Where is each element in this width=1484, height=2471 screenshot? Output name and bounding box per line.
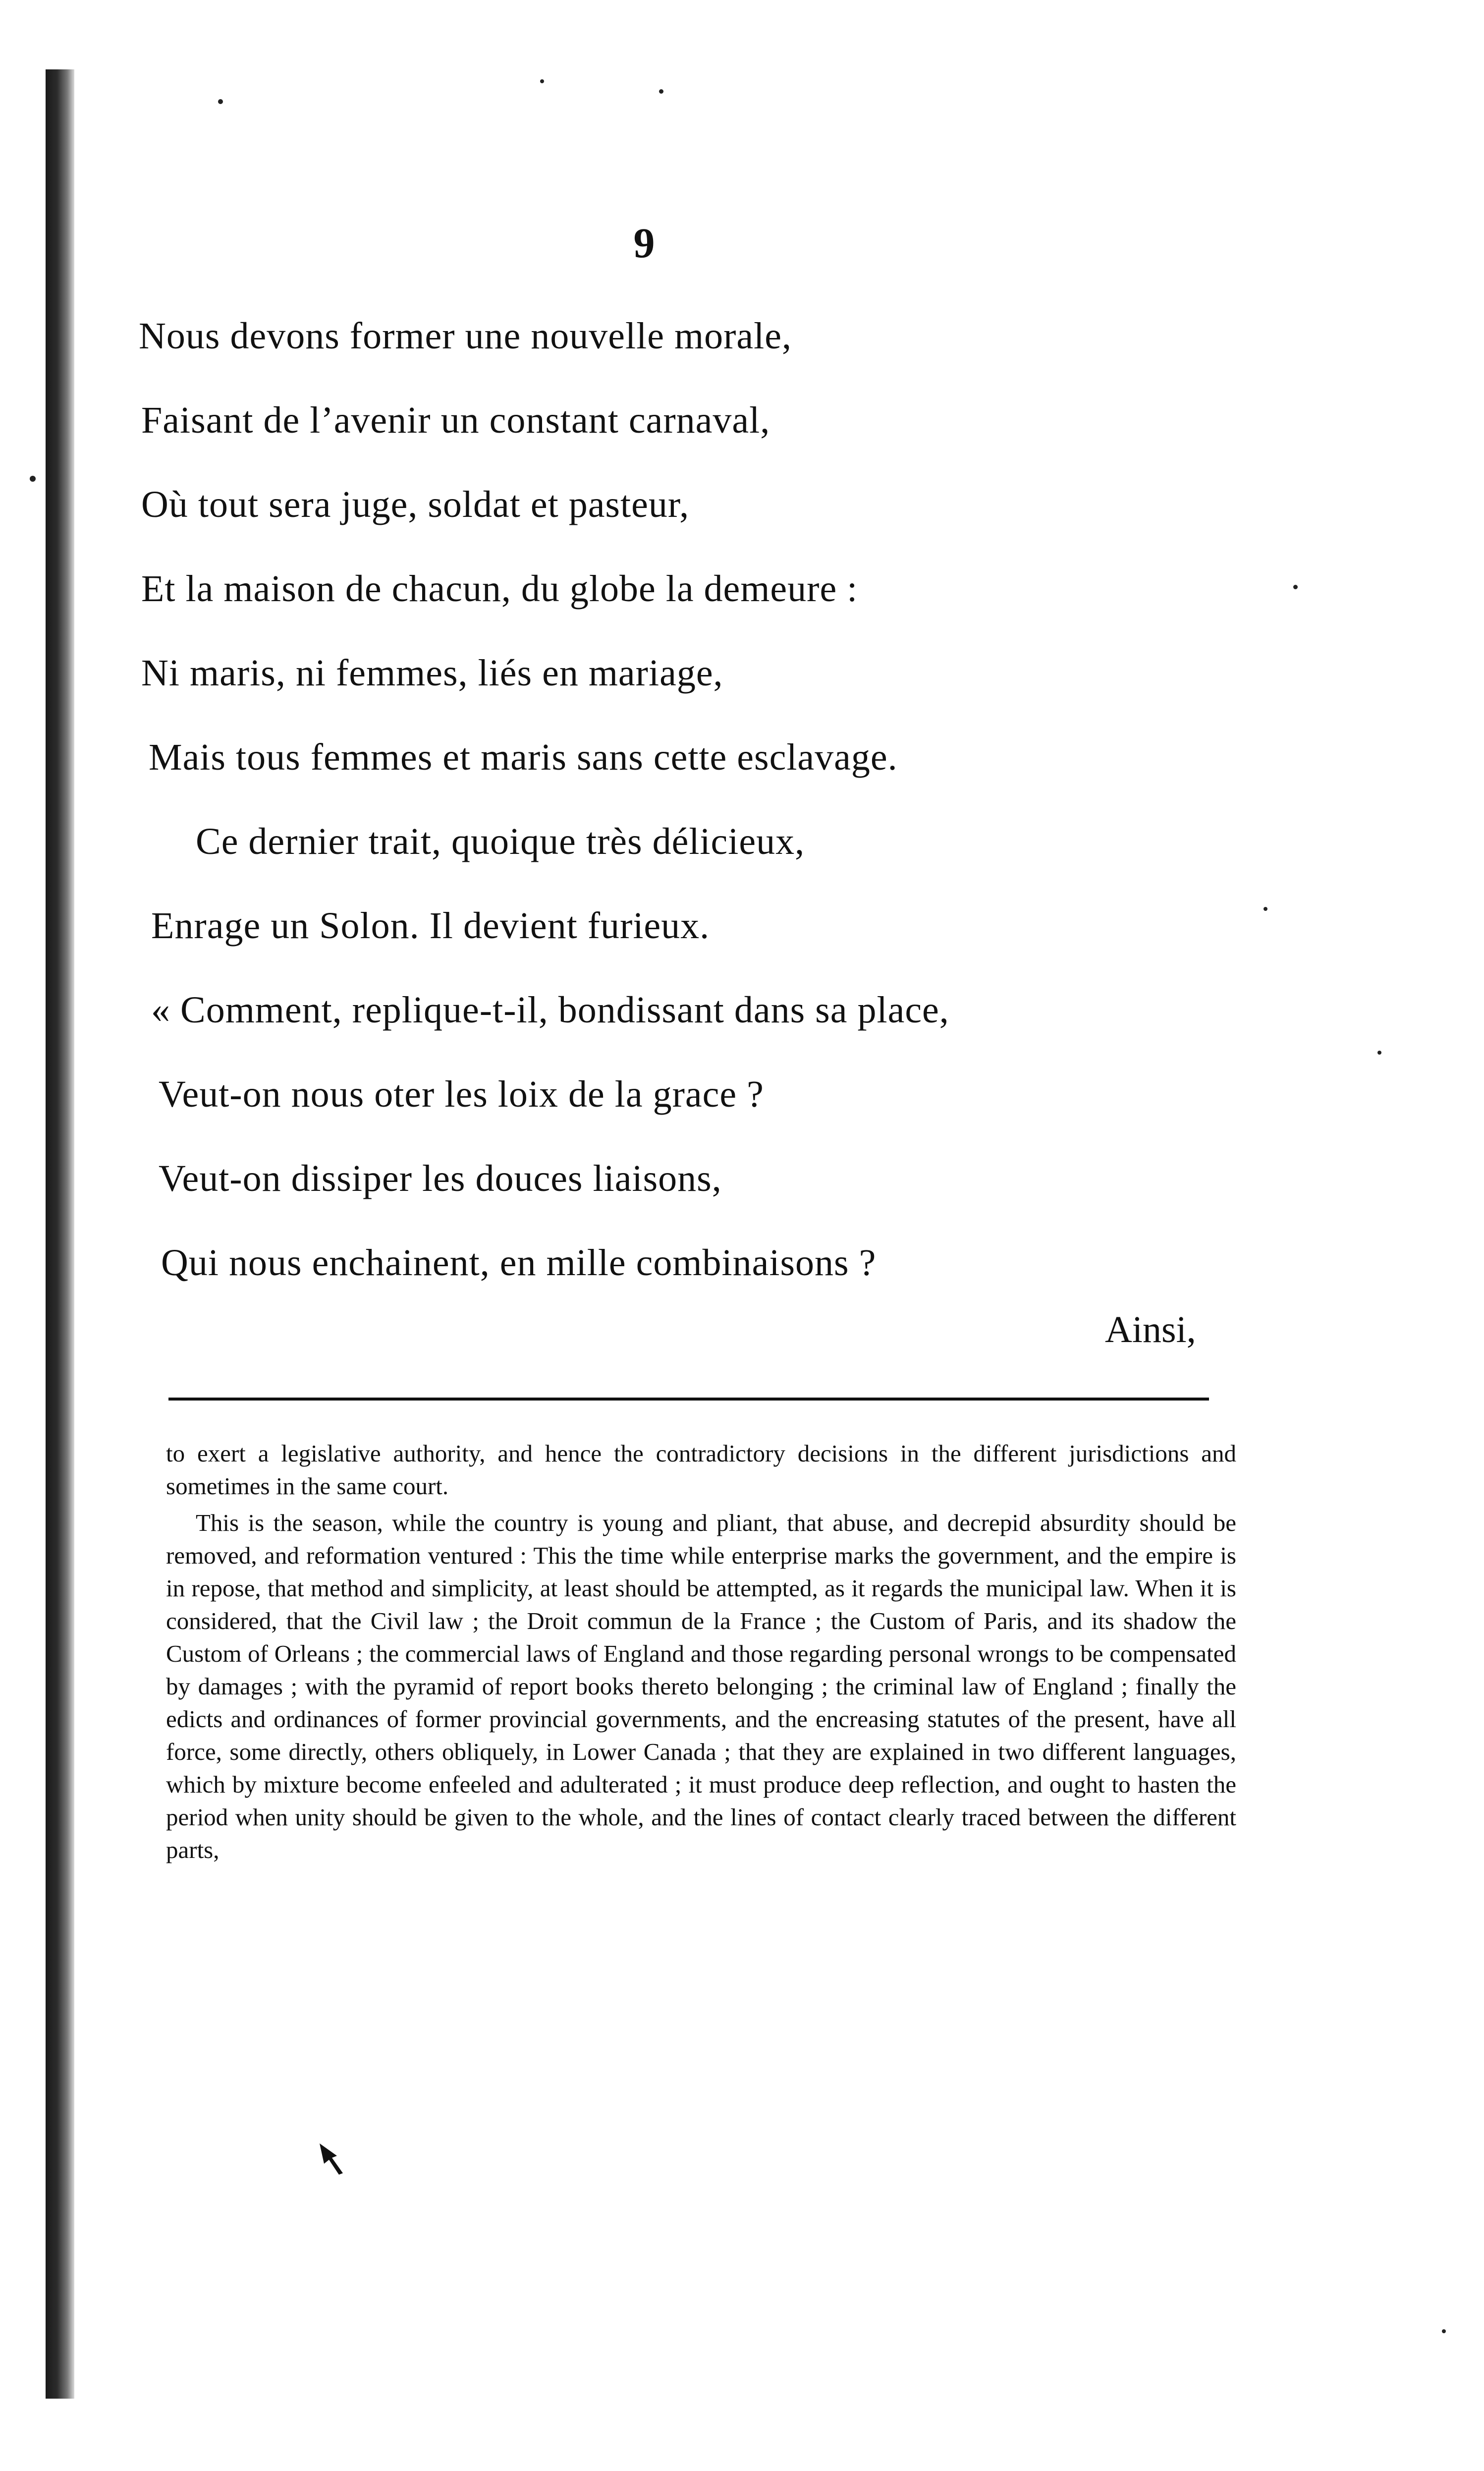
footnote-divider [168,1398,1209,1401]
scan-speck [659,89,663,94]
scan-speck [30,476,36,482]
footnote-paragraph: This is the season, while the country is young and pliant, that abuse, and decrepid absurdity should be removed, and reformation ventured : This the time while enterprise marks the government, and the empire is in repose, that method and simplicity, at least should be attempted, as it regards the municipal law. When it is considered, that the Civil law ; the Droit commun de la France ; the Custom of Paris, and its shadow the Custom of Orleans ; the commercial laws of England and those regarding personal wrongs to be compensated by damages ; with the pyramid of report books thereto belonging ; the criminal law of England ; finally the edicts and ordinances of former provincial governments, and the encreasing statutes of the present, have all force, some directly, others obliquely, in Lower Canada ; that they are explained in two different languages, which by mixture become enfeeled and adulterated ; it must produce deep reflection, and ought to hasten the period when unity should be given to the whole, and the lines of contact clearly traced between the different parts, [166,1509,1236,1863]
verse-line: « Comment, replique-t-il, bondissant dans sa place, [151,989,949,1031]
verse-line: Veut-on nous oter les loix de la grace ? [159,1073,764,1115]
footnote [166,1437,1236,1866]
scan-speck [218,99,223,104]
verse-line: Ni maris, ni femmes, liés en mariage, [141,652,723,694]
verse-line: Où tout sera juge, soldat et pasteur, [141,484,690,525]
verse-line: Ce dernier trait, quoique très délicieux, [196,821,805,862]
verse-line: Qui nous enchainent, en mille combinaisons ? [161,1242,877,1284]
verse-line: Enrage un Solon. Il devient furieux. [151,905,710,947]
scan-speck [1442,2329,1446,2333]
verse-line: Nous devons former une nouvelle morale, [139,315,792,357]
ink-mark-icon [317,2141,347,2176]
verse-line: Et la maison de chacun, du globe la demeure : [141,568,858,610]
scan-speck [1264,907,1267,911]
book-binding-shadow [46,69,74,2399]
page-number: 9 [633,219,655,267]
scan-speck [1377,1051,1381,1055]
footnote-continuation: to exert a legislative authority, and hence the contradictory decisions in the different jurisdictions and sometimes in the same court. [166,1440,1236,1500]
verse-line: Veut-on dissiper les douces liaisons, [159,1158,722,1199]
scan-speck [1293,585,1298,589]
catchword: Ainsi, [1105,1309,1196,1350]
verse-line: Mais tous femmes et maris sans cette esclavage. [149,736,898,778]
verse-line: Faisant de l’avenir un constant carnaval, [141,399,770,441]
scan-speck [540,79,544,83]
